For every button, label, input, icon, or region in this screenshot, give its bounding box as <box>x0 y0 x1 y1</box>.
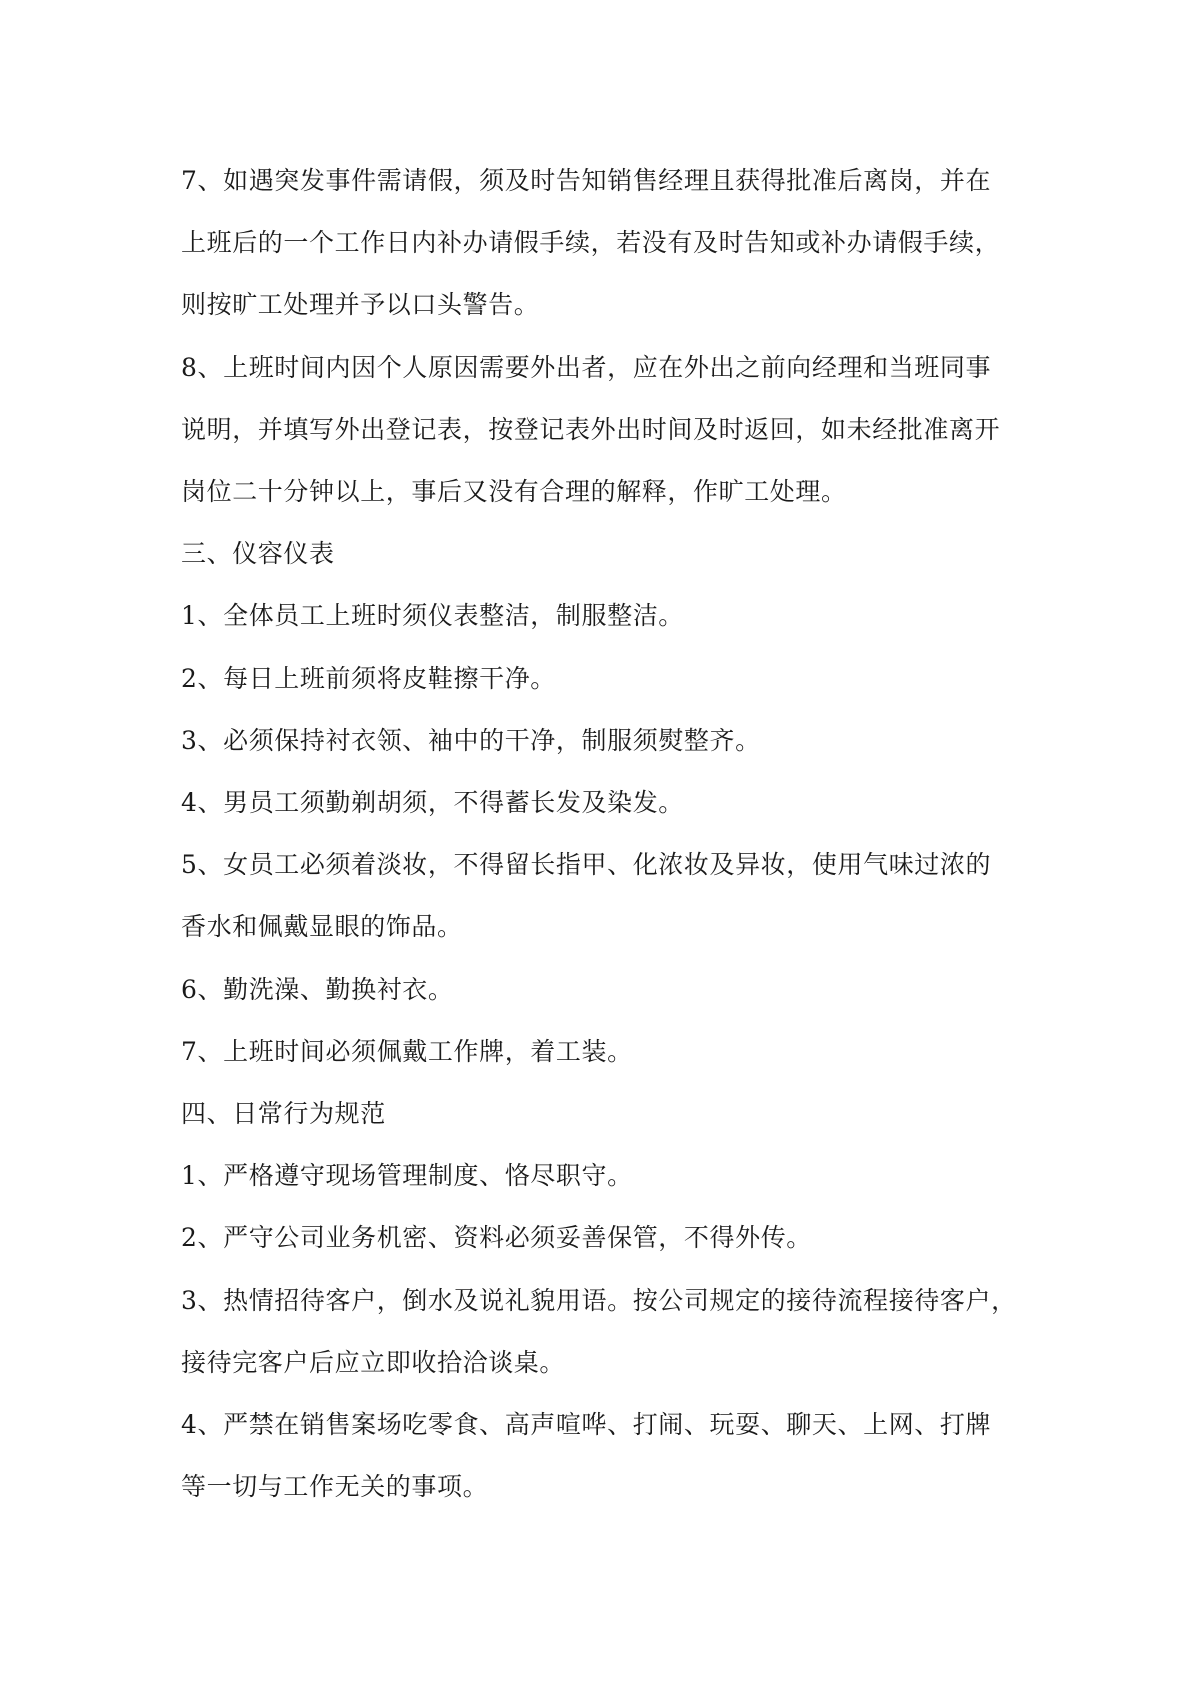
document-body <box>181 150 1026 1518</box>
text-line: 7、如遇突发事件需请假，须及时告知销售经理且获得批准后离岗，并在 <box>181 166 992 195</box>
text-line: 等一切与工作无关的事项。 <box>181 1472 489 1502</box>
text-line: 8、上班时间内因个人原因需要外出者，应在外出之前向经理和当班同事 <box>181 352 992 382</box>
text-line: 3、热情招待客户，倒水及说礼貌用语。按公司规定的接待流程接待客户， <box>181 1285 1017 1315</box>
text-line: 5、女员工必须着淡妆，不得留长指甲、化浓妆及异妆，使用气味过浓的 <box>181 850 992 880</box>
section-heading: 三、仪容仪表 <box>181 539 335 569</box>
text-line: 4、严禁在销售案场吃零食、高声喧哗、打闹、玩耍、聊天、上网、打牌 <box>181 1410 992 1440</box>
text-line: 6、勤洗澡、勤换衬衣。 <box>181 974 454 1004</box>
text-line: 上班后的一个工作日内补办请假手续，若没有及时告知或补办请假手续， <box>181 228 1001 258</box>
text-line: 1、全体员工上班时须仪表整洁，制服整洁。 <box>181 601 684 631</box>
text-line: 3、必须保持衬衣领、袖中的干净，制服须熨整齐。 <box>181 725 761 755</box>
section-heading: 四、日常行为规范 <box>181 1099 386 1129</box>
text-line: 7、上班时间必须佩戴工作牌，着工装。 <box>181 1036 633 1066</box>
text-line: 说明，并填写外出登记表，按登记表外出时间及时返回，如未经批准离开 <box>181 414 1001 444</box>
text-line: 2、严守公司业务机密、资料必须妥善保管，不得外传。 <box>181 1223 812 1253</box>
text-line: 2、每日上班前须将皮鞋擦干净。 <box>181 663 556 693</box>
text-line: 4、男员工须勤剃胡须，不得蓄长发及染发。 <box>181 788 684 818</box>
text-line: 1、严格遵守现场管理制度、恪尽职守。 <box>181 1161 633 1191</box>
text-line: 岗位二十分钟以上，事后又没有合理的解释，作旷工处理。 <box>181 477 847 507</box>
text-line: 接待完客户后应立即收拾洽谈桌。 <box>181 1347 566 1377</box>
text-line: 香水和佩戴显眼的饰品。 <box>181 912 463 942</box>
text-line: 则按旷工处理并予以口头警告。 <box>181 290 540 320</box>
